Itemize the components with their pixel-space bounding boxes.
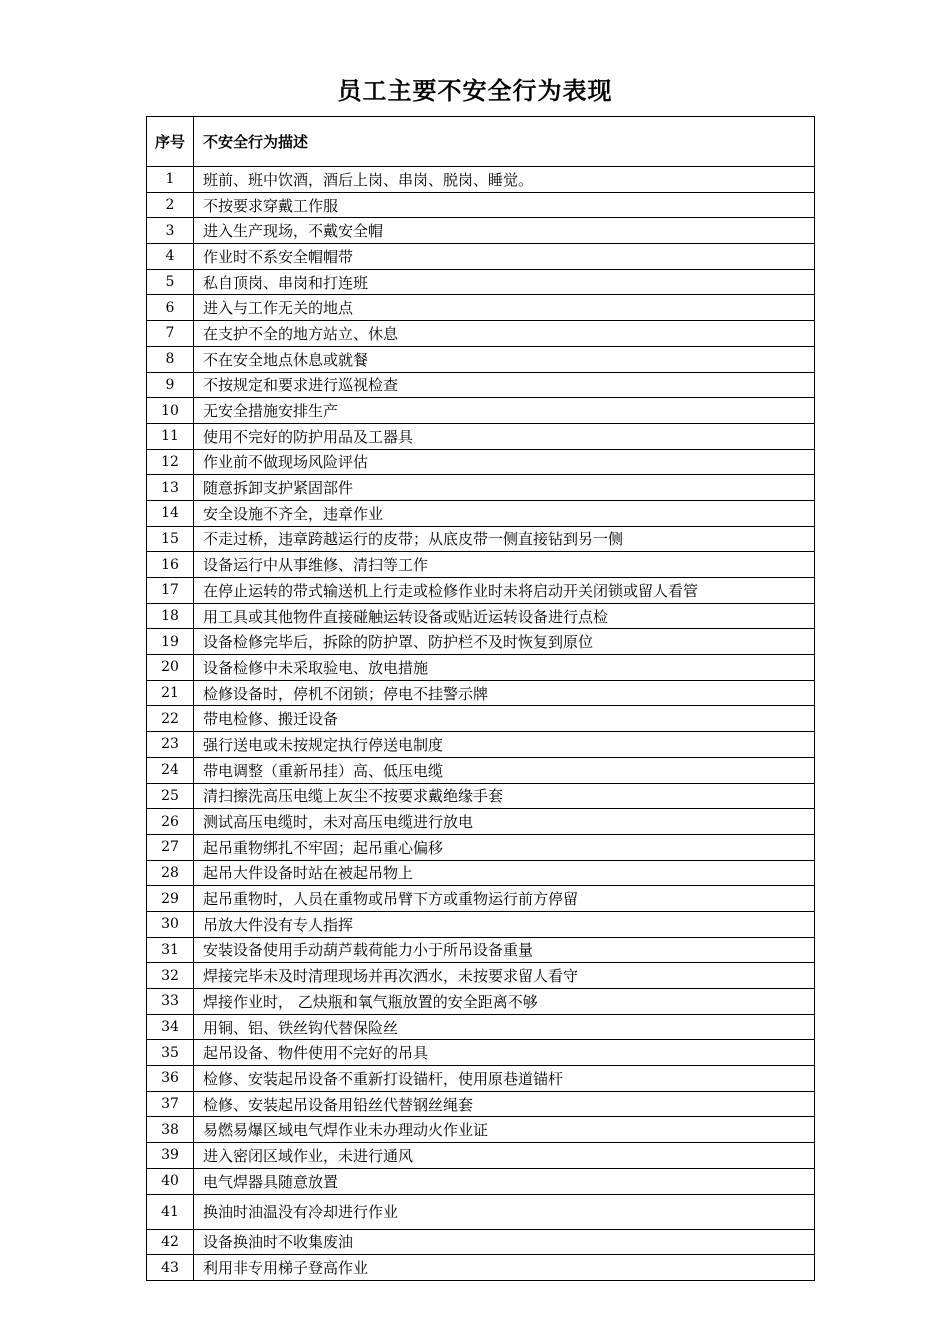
table-row <box>147 346 815 372</box>
row-number: 39 <box>147 1143 194 1169</box>
row-description: 测试高压电缆时，未对高压电缆进行放电 <box>194 809 815 835</box>
row-description: 起吊重物时，人员在重物或吊臂下方或重物运行前方停留 <box>194 886 815 912</box>
row-description: 用工具或其他物件直接碰触运转设备或贴近运转设备进行点检 <box>194 603 815 629</box>
row-description: 起吊重物绑扎不牢固；起吊重心偏移 <box>194 834 815 860</box>
row-number: 38 <box>147 1117 194 1143</box>
table-row <box>147 449 815 475</box>
row-number: 5 <box>147 269 194 295</box>
table-row <box>147 911 815 937</box>
row-description: 安全设施不齐全，违章作业 <box>194 500 815 526</box>
row-description: 带电调整（重新吊挂）高、低压电缆 <box>194 757 815 783</box>
table-row <box>147 475 815 501</box>
table-row <box>147 963 815 989</box>
table-row <box>147 603 815 629</box>
row-number: 24 <box>147 757 194 783</box>
row-description: 不在安全地点休息或就餐 <box>194 346 815 372</box>
row-number: 6 <box>147 295 194 321</box>
row-description: 进入密闭区域作业，未进行通风 <box>194 1143 815 1169</box>
table-row <box>147 398 815 424</box>
table-row <box>147 706 815 732</box>
row-number: 43 <box>147 1255 194 1281</box>
table-row <box>147 1168 815 1194</box>
row-number: 26 <box>147 809 194 835</box>
row-description: 利用非专用梯子登高作业 <box>194 1255 815 1281</box>
table-row <box>147 680 815 706</box>
table-row <box>147 423 815 449</box>
row-number: 36 <box>147 1066 194 1092</box>
row-description: 不按要求穿戴工作服 <box>194 192 815 218</box>
row-number: 9 <box>147 372 194 398</box>
row-number: 11 <box>147 423 194 449</box>
row-description: 焊接作业时， 乙炔瓶和氧气瓶放置的安全距离不够 <box>194 989 815 1015</box>
row-number: 18 <box>147 603 194 629</box>
table-row <box>147 629 815 655</box>
row-number: 32 <box>147 963 194 989</box>
row-number: 28 <box>147 860 194 886</box>
row-description: 电气焊器具随意放置 <box>194 1168 815 1194</box>
row-number: 42 <box>147 1229 194 1255</box>
unsafe-behavior-table <box>146 116 815 1281</box>
row-description: 不按规定和要求进行巡视检查 <box>194 372 815 398</box>
table-row <box>147 1255 815 1281</box>
row-description: 安装设备使用手动葫芦载荷能力小于所吊设备重量 <box>194 937 815 963</box>
row-number: 27 <box>147 834 194 860</box>
row-number: 30 <box>147 911 194 937</box>
row-number: 1 <box>147 167 194 193</box>
table-row <box>147 1014 815 1040</box>
table-header-row <box>147 117 815 167</box>
row-description: 进入生产现场，不戴安全帽 <box>194 218 815 244</box>
row-number: 40 <box>147 1168 194 1194</box>
row-description: 使用不完好的防护用品及工器具 <box>194 423 815 449</box>
row-number: 13 <box>147 475 194 501</box>
table-row <box>147 1229 815 1255</box>
table-body <box>147 167 815 1281</box>
row-number: 3 <box>147 218 194 244</box>
row-description: 清扫擦洗高压电缆上灰尘不按要求戴绝缘手套 <box>194 783 815 809</box>
table-row <box>147 578 815 604</box>
row-description: 检修、安装起吊设备不重新打设锚杆，使用原巷道锚杆 <box>194 1066 815 1092</box>
table-row <box>147 1066 815 1092</box>
row-number: 20 <box>147 655 194 681</box>
table-row <box>147 937 815 963</box>
row-number: 10 <box>147 398 194 424</box>
row-description: 作业时不系安全帽帽带 <box>194 244 815 270</box>
row-number: 8 <box>147 346 194 372</box>
row-description: 在支护不全的地方站立、休息 <box>194 321 815 347</box>
row-number: 31 <box>147 937 194 963</box>
table-row <box>147 269 815 295</box>
row-number: 14 <box>147 500 194 526</box>
row-number: 19 <box>147 629 194 655</box>
table-row <box>147 552 815 578</box>
table-row <box>147 860 815 886</box>
row-description: 作业前不做现场风险评估 <box>194 449 815 475</box>
table-row <box>147 809 815 835</box>
table-row <box>147 321 815 347</box>
row-number: 4 <box>147 244 194 270</box>
row-description: 起吊设备、物件使用不完好的吊具 <box>194 1040 815 1066</box>
row-description: 无安全措施安排生产 <box>194 398 815 424</box>
table-row <box>147 500 815 526</box>
table-row <box>147 295 815 321</box>
row-description: 检修设备时，停机不闭锁；停电不挂警示牌 <box>194 680 815 706</box>
column-header-number: 序号 <box>147 117 194 167</box>
table-row <box>147 732 815 758</box>
row-number: 16 <box>147 552 194 578</box>
row-description: 焊接完毕未及时清理现场并再次洒水，未按要求留人看守 <box>194 963 815 989</box>
row-number: 25 <box>147 783 194 809</box>
row-description: 随意拆卸支护紧固部件 <box>194 475 815 501</box>
table-row <box>147 192 815 218</box>
table-row <box>147 244 815 270</box>
page-title: 员工主要不安全行为表现 <box>337 77 613 105</box>
row-description: 不走过桥，违章跨越运行的皮带；从底皮带一侧直接钻到另一侧 <box>194 526 815 552</box>
row-number: 23 <box>147 732 194 758</box>
row-description: 起吊大件设备时站在被起吊物上 <box>194 860 815 886</box>
row-description: 易燃易爆区域电气焊作业未办理动火作业证 <box>194 1117 815 1143</box>
row-number: 17 <box>147 578 194 604</box>
row-description: 设备检修中未采取验电、放电措施 <box>194 655 815 681</box>
table-row <box>147 526 815 552</box>
row-description: 私自顶岗、串岗和打连班 <box>194 269 815 295</box>
row-description: 在停止运转的带式输送机上行走或检修作业时未将启动开关闭锁或留人看管 <box>194 578 815 604</box>
row-description: 吊放大件没有专人指挥 <box>194 911 815 937</box>
table-row <box>147 989 815 1015</box>
row-number: 15 <box>147 526 194 552</box>
table-row <box>147 218 815 244</box>
table-row <box>147 372 815 398</box>
row-number: 35 <box>147 1040 194 1066</box>
table-row <box>147 1091 815 1117</box>
row-description: 检修、安装起吊设备用铅丝代替钢丝绳套 <box>194 1091 815 1117</box>
row-description: 设备检修完毕后，拆除的防护罩、防护栏不及时恢复到原位 <box>194 629 815 655</box>
table-row <box>147 783 815 809</box>
row-description: 用铜、铝、铁丝钩代替保险丝 <box>194 1014 815 1040</box>
row-description: 设备换油时不收集废油 <box>194 1229 815 1255</box>
table-row <box>147 834 815 860</box>
table-row <box>147 757 815 783</box>
row-number: 34 <box>147 1014 194 1040</box>
table-row <box>147 167 815 193</box>
row-description: 带电检修、搬迁设备 <box>194 706 815 732</box>
table-row <box>147 1143 815 1169</box>
table-row <box>147 655 815 681</box>
row-description: 班前、班中饮酒，酒后上岗、串岗、脱岗、睡觉。 <box>194 167 815 193</box>
row-number: 12 <box>147 449 194 475</box>
row-description: 换油时油温没有冷却进行作业 <box>194 1194 815 1229</box>
row-number: 41 <box>147 1194 194 1229</box>
table-row <box>147 886 815 912</box>
row-description: 强行送电或未按规定执行停送电制度 <box>194 732 815 758</box>
row-description: 进入与工作无关的地点 <box>194 295 815 321</box>
row-number: 7 <box>147 321 194 347</box>
row-number: 33 <box>147 989 194 1015</box>
row-number: 21 <box>147 680 194 706</box>
row-number: 37 <box>147 1091 194 1117</box>
row-description: 设备运行中从事维修、清扫等工作 <box>194 552 815 578</box>
row-number: 22 <box>147 706 194 732</box>
table-row <box>147 1194 815 1229</box>
row-number: 2 <box>147 192 194 218</box>
column-header-description: 不安全行为描述 <box>194 117 815 167</box>
table-row <box>147 1117 815 1143</box>
row-number: 29 <box>147 886 194 912</box>
table-row <box>147 1040 815 1066</box>
